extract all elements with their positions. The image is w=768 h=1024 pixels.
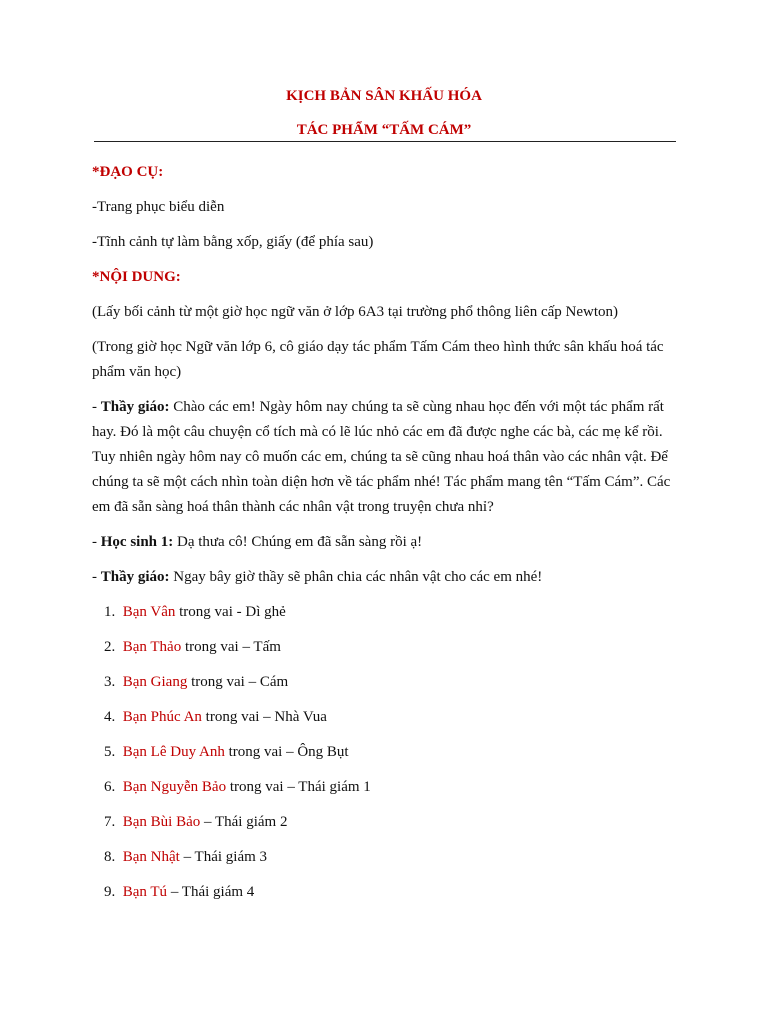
role-text: trong vai – Cám <box>187 674 289 690</box>
cast-list <box>92 600 672 915</box>
dialogue-line <box>92 395 672 520</box>
cast-list-item <box>92 670 672 705</box>
role-text: – Thái giám 2 <box>200 814 288 830</box>
cast-list-item <box>92 880 672 915</box>
cast-list-item <box>92 810 672 845</box>
student-name: Bạn Vân <box>122 604 176 620</box>
student-name: Bạn Nhật <box>122 849 180 865</box>
list-number: 3. <box>104 674 116 690</box>
cast-list-item <box>92 740 672 775</box>
list-number: 4. <box>104 709 116 725</box>
role-text: trong vai – Ông Bụt <box>224 744 349 760</box>
props-item: -Trang phục biểu diễn <box>92 199 225 215</box>
speaker-label: Thầy giáo: <box>100 569 170 585</box>
cast-list-item <box>92 775 672 810</box>
context-paragraph: (Lấy bối cảnh từ một giờ học ngữ văn ở lớp 6A3 tại trường phổ thông liên cấp Newton) <box>92 304 619 320</box>
document-body <box>92 160 672 915</box>
role-text: trong vai – Nhà Vua <box>201 709 327 725</box>
cast-list-item <box>92 845 672 880</box>
dialogue-prefix: - <box>92 534 101 550</box>
list-number: 9. <box>104 884 116 900</box>
dialogue-prefix: - <box>92 569 101 585</box>
student-name: Bạn Giang <box>122 674 188 690</box>
title-divider <box>94 141 676 142</box>
dialogue-text: Dạ thưa cô! Chúng em đã sẵn sàng rồi ạ! <box>173 534 423 550</box>
dialogue-text: Ngay bây giờ thầy sẽ phân chia các nhân vật cho các em nhé! <box>169 569 543 585</box>
student-name: Bạn Tú <box>122 884 168 900</box>
document-title: KỊCH BẢN SÂN KHẤU HÓA <box>286 88 482 104</box>
dialogue-line <box>92 565 672 590</box>
content-heading: *NỘI DUNG: <box>92 269 181 285</box>
role-text: trong vai – Tấm <box>181 639 281 655</box>
list-number: 7. <box>104 814 116 830</box>
cast-list-item <box>92 635 672 670</box>
student-name: Bạn Thảo <box>122 639 182 655</box>
list-number: 1. <box>104 604 116 620</box>
role-text: – Thái giám 4 <box>167 884 255 900</box>
role-text: trong vai – Thái giám 1 <box>226 779 371 795</box>
speaker-label: Thầy giáo: <box>100 399 170 415</box>
list-number: 6. <box>104 779 116 795</box>
props-heading: *ĐẠO CỤ: <box>92 164 164 180</box>
document-subtitle: TÁC PHẨM “TẤM CÁM” <box>296 122 472 138</box>
student-name: Bạn Bùi Bảo <box>122 814 201 830</box>
context-paragraph: (Trong giờ học Ngữ văn lớp 6, cô giáo dạy tác phẩm Tấm Cám theo hình thức sân khấu hoá tác phẩm văn học) <box>92 339 664 380</box>
speaker-label: Học sinh 1: <box>100 534 174 550</box>
props-item: -Tĩnh cảnh tự làm bằng xốp, giấy (để phía sau) <box>92 234 374 250</box>
student-name: Bạn Lê Duy Anh <box>122 744 225 760</box>
student-name: Bạn Nguyễn Bảo <box>122 779 227 795</box>
list-number: 5. <box>104 744 116 760</box>
role-text: trong vai - Dì ghẻ <box>175 604 286 620</box>
dialogue-prefix: - <box>92 399 101 415</box>
list-number: 8. <box>104 849 116 865</box>
role-text: – Thái giám 3 <box>179 849 268 865</box>
cast-list-item <box>92 705 672 740</box>
cast-list-item <box>92 600 672 635</box>
student-name: Bạn Phúc An <box>122 709 202 725</box>
list-number: 2. <box>104 639 116 655</box>
dialogue-text: Chào các em! Ngày hôm nay chúng ta sẽ cùng nhau học đến với một tác phẩm rất hay. Đó là một câu chuyện cổ tích mà có lẽ lúc nhỏ các em đã được nghe các bà, các mẹ kể rồi. Tuy nhiên ngày hôm nay cô muốn các em, chúng ta sẽ cũng nhau hoá thân vào các nhân vật. Để chúng ta sẽ một cách nhìn toàn diện hơn về tác phẩm nhé! Tác phẩm mang tên “Tấm Cám”. Các em đã sẵn sàng hoá thân thành các nhân vật trong truyện chưa nhỉ? <box>92 399 671 515</box>
dialogue-line <box>92 530 672 555</box>
